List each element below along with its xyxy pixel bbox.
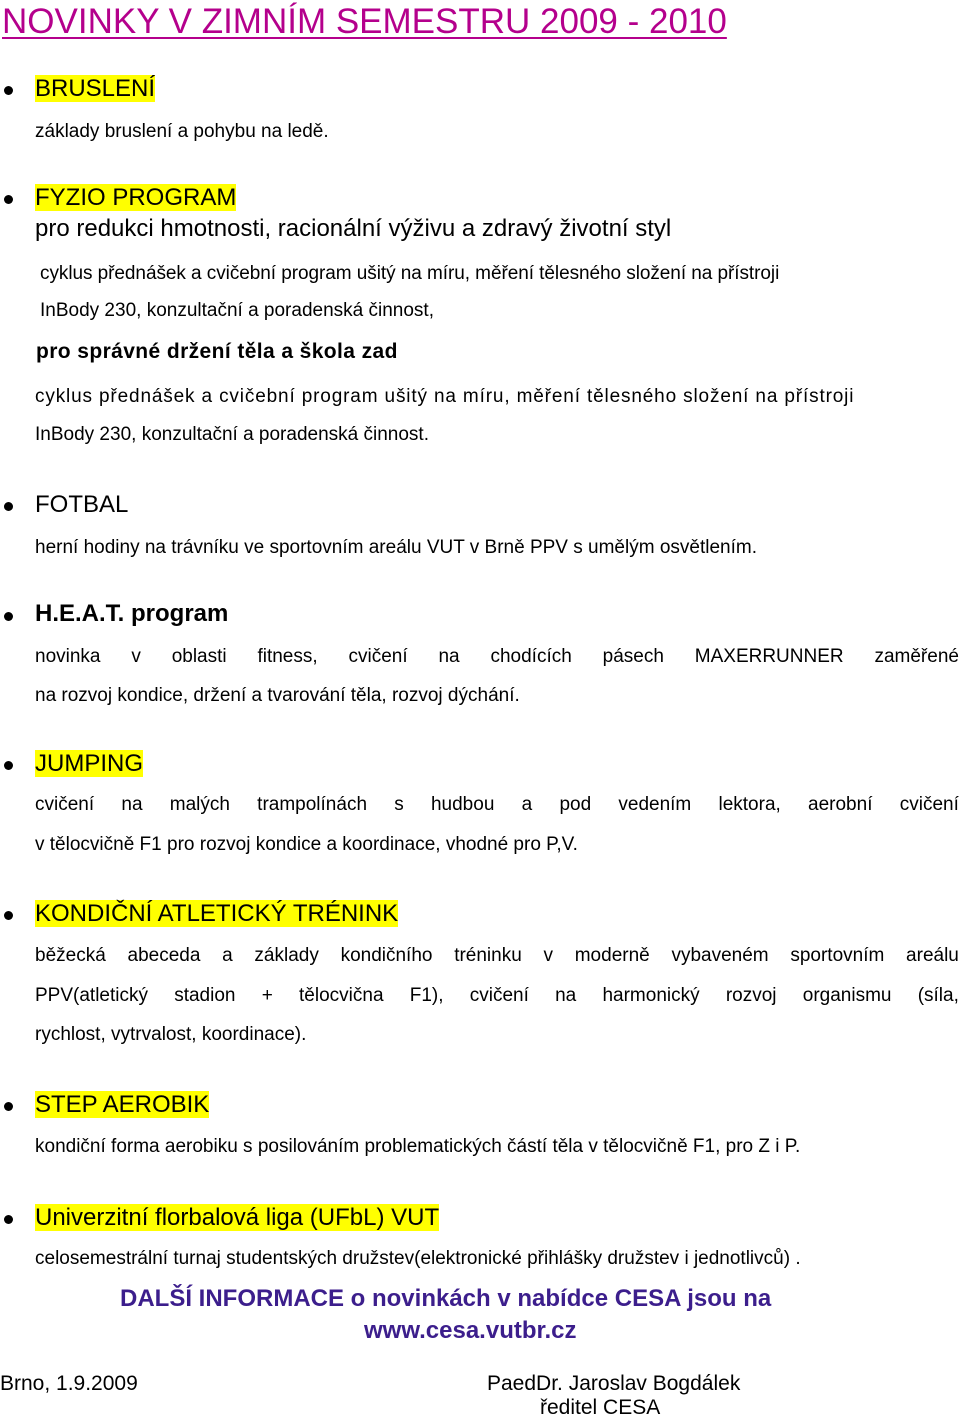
section-heading-step: STEP AEROBIK [35,1091,210,1118]
section-text-kondicni-2: PPV(atletický stadion + tělocvična F1), cvičení na harmonický rozvoj organismu (síla, [35,985,959,1006]
bullet-icon [4,761,13,770]
signature-name: PaedDr. Jaroslav Bogdálek [487,1372,741,1395]
section-text-fyzio-1a: cyklus přednášek a cvičební program ušitý na míru, měření tělesného složení na přístroji [40,263,780,284]
section-text-kondicni-1: běžecká abeceda a základy kondičního tréninku v moderně vybaveném sportovním areálu [35,945,959,966]
section-text-heat-1: novinka v oblasti fitness, cvičení na chodících pásech MAXERRUNNER zaměřené [35,646,959,667]
section-heading-ufbl: Univerzitní florbalová liga (UFbL) VUT [35,1204,440,1231]
section-heading-kondicni: KONDIČNÍ ATLETICKÝ TRÉNINK [35,900,399,927]
section-text-jumping-1: cvičení na malých trampolínách s hudbou a pod vedením lektora, aerobní cvičení [35,794,959,815]
section-text-step: kondiční forma aerobiku s posilováním problematických částí těla v tělocvičně F1, pro Z i P. [35,1136,801,1157]
section-heading-jumping: JUMPING [35,750,143,777]
section-text-ufbl: celosemestrální turnaj studentských družstev(elektronické přihlášky družstev i jednotlivců) . [35,1248,801,1269]
section-text-kondicni-3: rychlost, vytrvalost, koordinace). [35,1024,307,1045]
section-heading-fyzio: FYZIO PROGRAM [35,184,237,211]
bullet-icon [4,195,13,204]
section-text-fyzio-2b: InBody 230, konzultační a poradenská činnost. [35,424,429,445]
section-text-jumping-2: v tělocvičně F1 pro rozvoj kondice a koordinace, vhodné pro P,V. [35,834,578,855]
bullet-icon [4,502,13,511]
section-subheading-posture: pro správné držení těla a škola zad [36,340,398,363]
section-heading-heat: H.E.A.T. program [35,600,229,627]
section-text-fyzio-2a: cyklus přednášek a cvičební program ušitý na míru, měření tělesného složení na přístroji [35,386,855,407]
section-heading-fotbal: FOTBAL [35,491,129,518]
section-text-fotbal: herní hodiny na trávníku ve sportovním areálu VUT v Brně PPV s umělým osvětlením. [35,537,757,558]
place-date: Brno, 1.9.2009 [0,1372,138,1395]
bullet-icon [4,86,13,95]
bullet-icon [4,911,13,920]
bullet-icon [4,612,13,621]
section-heading-bruslení: BRUSLENÍ [35,75,156,102]
footer-info-text: DALŠÍ INFORMACE o novinkách v nabídce CESA jsou na [120,1285,772,1312]
section-text-heat-2: na rozvoj kondice, držení a tvarování těla, rozvoj dýchání. [35,685,520,706]
section-text-fyzio-1b: InBody 230, konzultační a poradenská činnost, [40,300,434,321]
footer-info-link[interactable]: www.cesa.vutbr.cz [364,1317,577,1344]
section-text-bruslení: základy bruslení a pohybu na ledě. [35,121,329,142]
bullet-icon [4,1215,13,1224]
signature-role: ředitel CESA [540,1396,661,1419]
bullet-icon [4,1102,13,1111]
section-subheading-fyzio: pro redukci hmotnosti, racionální výživu a zdravý životní styl [35,215,672,242]
page-title: NOVINKY V ZIMNÍM SEMESTRU 2009 - 2010 [2,2,727,41]
